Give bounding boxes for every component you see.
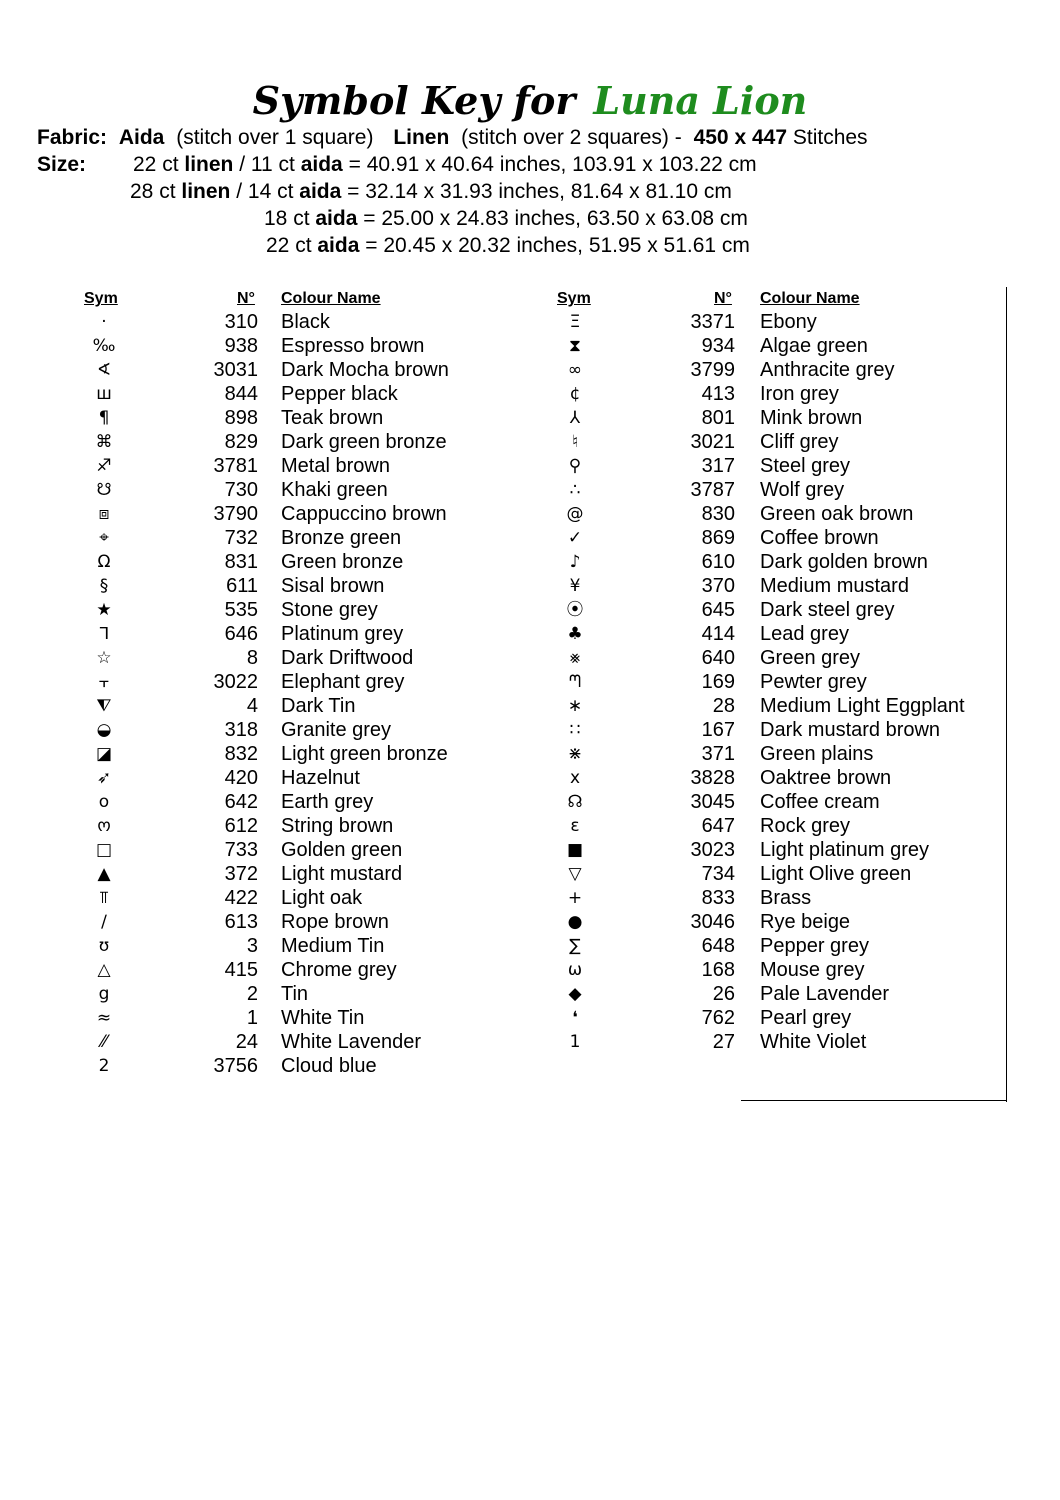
size-line bbox=[133, 153, 757, 177]
colour-name: Steel grey bbox=[760, 455, 851, 477]
colour-name: Khaki green bbox=[281, 479, 388, 501]
colour-name: Pewter grey bbox=[760, 671, 867, 693]
symbol-glyph: ♐ bbox=[96, 456, 112, 476]
symbol-glyph: ⧗ bbox=[569, 336, 581, 356]
size-count-alt: / 11 ct bbox=[239, 153, 295, 176]
size-fabric: aida bbox=[315, 207, 358, 230]
symbol-glyph: ∕ bbox=[101, 912, 107, 932]
colour-name: Stone grey bbox=[281, 599, 378, 621]
floss-number: 832 bbox=[224, 743, 258, 765]
floss-number: 3799 bbox=[690, 359, 735, 381]
size-dimensions: = 40.91 x 40.64 inches, 103.91 x 103.22 cm bbox=[348, 153, 757, 176]
size-line bbox=[130, 180, 732, 204]
colour-name: Light mustard bbox=[281, 863, 403, 885]
symbol-glyph: ⋇ bbox=[567, 744, 583, 764]
floss-number: 28 bbox=[712, 695, 735, 717]
colour-name: White Tin bbox=[281, 1007, 365, 1029]
colour-name: Brass bbox=[760, 887, 812, 909]
colour-name: Rope brown bbox=[281, 911, 389, 933]
right-num-header: N° bbox=[714, 290, 732, 307]
floss-number: 648 bbox=[701, 935, 735, 957]
symbol-glyph: ¥ bbox=[569, 576, 581, 596]
floss-number: 869 bbox=[701, 527, 735, 549]
symbol-glyph: o bbox=[98, 792, 110, 812]
symbol-glyph: ♪ bbox=[569, 552, 581, 572]
fabric-linen-note: (stitch over 2 squares) - bbox=[461, 126, 682, 149]
colour-name: Cappuccino brown bbox=[281, 503, 447, 525]
floss-number: 3787 bbox=[690, 479, 735, 501]
symbol-glyph: + bbox=[567, 888, 583, 908]
floss-number: 167 bbox=[701, 719, 735, 741]
floss-number: 372 bbox=[224, 863, 258, 885]
symbol-glyph: ∑ bbox=[569, 936, 581, 956]
fabric-aida: Aida bbox=[118, 126, 165, 149]
symbol-glyph: ❛ bbox=[572, 1008, 578, 1028]
page-title bbox=[0, 78, 1060, 123]
floss-number: 733 bbox=[224, 839, 258, 861]
colour-name: Pepper grey bbox=[760, 935, 869, 957]
symbol-glyph: ⌘ bbox=[95, 432, 113, 452]
symbol-glyph: ‰ bbox=[92, 336, 116, 356]
colour-name: Coffee cream bbox=[760, 791, 880, 813]
floss-number: 317 bbox=[701, 455, 735, 477]
symbol-glyph: g bbox=[98, 984, 110, 1004]
colour-name: Platinum grey bbox=[281, 623, 404, 645]
colour-name: Ebony bbox=[760, 311, 817, 333]
floss-number: 646 bbox=[224, 623, 258, 645]
floss-number: 934 bbox=[701, 335, 735, 357]
symbol-glyph: ■ bbox=[566, 840, 584, 860]
floss-number: 26 bbox=[712, 983, 735, 1005]
colour-name: Cloud blue bbox=[281, 1055, 377, 1077]
symbol-glyph: ⁄⁄ bbox=[101, 1032, 107, 1052]
symbol-glyph: ᘉ bbox=[568, 672, 582, 692]
symbol-glyph: ∗ bbox=[567, 696, 583, 716]
colour-name: Granite grey bbox=[281, 719, 392, 741]
floss-number: 833 bbox=[701, 887, 735, 909]
symbol-glyph: ➶ bbox=[96, 768, 112, 788]
colour-name: Hazelnut bbox=[281, 767, 360, 789]
floss-number: 830 bbox=[701, 503, 735, 525]
floss-number: 535 bbox=[224, 599, 258, 621]
symbol-glyph: ▽ bbox=[568, 864, 582, 884]
floss-number: 8 bbox=[246, 647, 258, 669]
symbol-glyph: ● bbox=[567, 912, 583, 932]
floss-number: 829 bbox=[224, 431, 258, 453]
floss-number: 3022 bbox=[213, 671, 258, 693]
symbol-glyph: ε bbox=[570, 816, 580, 836]
right-name-header: Colour Name bbox=[760, 290, 860, 307]
symbol-glyph: ◆ bbox=[568, 984, 582, 1004]
symbol-glyph: ∢ bbox=[96, 360, 112, 380]
symbol-glyph: ω bbox=[567, 960, 583, 980]
colour-name: Pearl grey bbox=[760, 1007, 852, 1029]
floss-number: 642 bbox=[224, 791, 258, 813]
colour-name: Light green bronze bbox=[281, 743, 448, 765]
colour-name: Pale Lavender bbox=[760, 983, 889, 1005]
symbol-glyph: @ bbox=[566, 504, 584, 524]
colour-name: White Violet bbox=[760, 1031, 867, 1053]
bottom-border-line bbox=[741, 1100, 1007, 1101]
colour-name: Dark Mocha brown bbox=[281, 359, 449, 381]
symbol-glyph: ☋ bbox=[96, 480, 112, 500]
floss-number: 762 bbox=[701, 1007, 735, 1029]
floss-number: 371 bbox=[701, 743, 735, 765]
fabric-label: Fabric: bbox=[37, 126, 108, 149]
colour-name: Mink brown bbox=[760, 407, 863, 429]
symbol-glyph: 1 bbox=[569, 1032, 581, 1052]
colour-name: Green grey bbox=[760, 647, 861, 669]
colour-name: String brown bbox=[281, 815, 394, 837]
floss-number: 611 bbox=[226, 575, 258, 597]
colour-name: Metal brown bbox=[281, 455, 390, 477]
floss-number: 415 bbox=[224, 959, 258, 981]
symbol-glyph: ш bbox=[96, 384, 112, 404]
symbol-glyph: ⚲ bbox=[568, 456, 582, 476]
floss-number: 831 bbox=[224, 551, 258, 573]
pattern-name: Luna Lion bbox=[593, 78, 808, 123]
colour-name: Pepper black bbox=[281, 383, 398, 405]
symbol-glyph: ¶ bbox=[98, 408, 110, 428]
symbol-glyph: ∴ bbox=[569, 480, 581, 500]
size-fabric-alt: aida bbox=[300, 153, 343, 176]
floss-number: 24 bbox=[235, 1031, 258, 1053]
colour-name: Dark steel grey bbox=[760, 599, 895, 621]
symbol-glyph: ★ bbox=[96, 600, 112, 620]
size-dimensions: = 25.00 x 24.83 inches, 63.50 x 63.08 cm bbox=[363, 207, 748, 230]
floss-number: 2 bbox=[246, 983, 258, 1005]
floss-number: 3371 bbox=[690, 311, 735, 333]
colour-name: Light oak bbox=[281, 887, 363, 909]
symbol-glyph: ⫪ bbox=[99, 888, 109, 908]
symbol-glyph: 2 bbox=[98, 1056, 110, 1076]
floss-number: 801 bbox=[701, 407, 735, 429]
floss-number: 370 bbox=[701, 575, 735, 597]
colour-name: Lead grey bbox=[760, 623, 849, 645]
symbol-glyph: ⅄ bbox=[569, 408, 581, 428]
symbol-glyph: x bbox=[569, 768, 581, 788]
floss-number: 413 bbox=[701, 383, 735, 405]
symbol-glyph: ◒ bbox=[96, 720, 112, 740]
symbol-glyph: ♣ bbox=[567, 624, 583, 644]
size-count: 28 ct bbox=[130, 180, 176, 203]
symbol-glyph: · bbox=[101, 312, 107, 332]
floss-number: 844 bbox=[224, 383, 258, 405]
size-fabric: aida bbox=[317, 234, 360, 257]
symbol-glyph: △ bbox=[97, 960, 111, 980]
symbol-glyph: ო bbox=[97, 816, 111, 836]
floss-number: 3021 bbox=[690, 431, 735, 453]
size-count: 18 ct bbox=[264, 207, 310, 230]
colour-name: Espresso brown bbox=[281, 335, 425, 357]
floss-number: 732 bbox=[224, 527, 258, 549]
size-line bbox=[266, 234, 750, 258]
size-count: 22 ct bbox=[133, 153, 179, 176]
size-count: 22 ct bbox=[266, 234, 312, 257]
floss-number: 898 bbox=[224, 407, 258, 429]
size-dimensions: = 32.14 x 31.93 inches, 81.64 x 81.10 cm bbox=[347, 180, 732, 203]
right-border-line bbox=[1006, 287, 1007, 1102]
symbol-glyph: ⧈ bbox=[98, 504, 110, 524]
floss-number: 3756 bbox=[213, 1055, 258, 1077]
colour-name: Golden green bbox=[281, 839, 403, 861]
symbol-glyph: ᒣ bbox=[98, 624, 110, 644]
colour-name: Dark mustard brown bbox=[760, 719, 941, 741]
colour-name: Algae green bbox=[760, 335, 868, 357]
symbol-glyph: Ξ bbox=[569, 312, 581, 332]
symbol-glyph: ☊ bbox=[567, 792, 583, 812]
left-sym-header: Sym bbox=[84, 290, 118, 307]
colour-name: Sisal brown bbox=[281, 575, 385, 597]
fabric-linen: Linen bbox=[393, 126, 450, 149]
floss-number: 938 bbox=[224, 335, 258, 357]
floss-number: 3023 bbox=[690, 839, 735, 861]
colour-name: Anthracite grey bbox=[760, 359, 895, 381]
colour-name: Light Olive green bbox=[760, 863, 912, 885]
floss-number: 640 bbox=[701, 647, 735, 669]
symbol-glyph: ⫟ bbox=[98, 672, 110, 692]
size-count-alt: / 14 ct bbox=[236, 180, 294, 203]
colour-name: Teak brown bbox=[281, 407, 384, 429]
floss-number: 612 bbox=[224, 815, 258, 837]
symbol-glyph: ⌖ bbox=[99, 528, 109, 548]
symbol-glyph: ¢ bbox=[569, 384, 581, 404]
left-num-header: N° bbox=[237, 290, 255, 307]
symbol-glyph: Ω bbox=[97, 552, 111, 572]
floss-number: 169 bbox=[701, 671, 735, 693]
colour-name: Chrome grey bbox=[281, 959, 397, 981]
colour-name: Rye beige bbox=[760, 911, 851, 933]
floss-number: 645 bbox=[701, 599, 735, 621]
floss-number: 168 bbox=[701, 959, 735, 981]
symbol-glyph: ▲ bbox=[97, 864, 111, 884]
symbol-glyph: ◪ bbox=[95, 744, 113, 764]
colour-name: Coffee brown bbox=[760, 527, 879, 549]
colour-name: Dark golden brown bbox=[760, 551, 928, 573]
size-label: Size: bbox=[37, 153, 87, 176]
colour-name: Bronze green bbox=[281, 527, 402, 549]
symbol-glyph: ☆ bbox=[96, 648, 112, 668]
colour-name: Light platinum grey bbox=[760, 839, 929, 861]
title-prefix: Symbol Key for bbox=[252, 78, 576, 123]
colour-name: Mouse grey bbox=[760, 959, 865, 981]
floss-number: 420 bbox=[224, 767, 258, 789]
colour-name: Iron grey bbox=[760, 383, 839, 405]
floss-number: 3828 bbox=[690, 767, 735, 789]
colour-name: Dark green bronze bbox=[281, 431, 447, 453]
floss-number: 3046 bbox=[690, 911, 735, 933]
fabric-line bbox=[37, 126, 868, 150]
left-name-header: Colour Name bbox=[281, 290, 381, 307]
symbol-glyph: ∞ bbox=[567, 360, 583, 380]
colour-name: Wolf grey bbox=[760, 479, 845, 501]
floss-number: 3 bbox=[246, 935, 258, 957]
colour-name: Medium mustard bbox=[760, 575, 909, 597]
size-dimensions: = 20.45 x 20.32 inches, 51.95 x 51.61 cm bbox=[365, 234, 750, 257]
symbol-glyph: ⨳ bbox=[569, 648, 581, 668]
colour-name: White Lavender bbox=[281, 1031, 422, 1053]
symbol-glyph: ♮ bbox=[571, 432, 579, 452]
floss-number: 613 bbox=[224, 911, 258, 933]
symbol-glyph: ʊ bbox=[98, 936, 110, 956]
colour-name: Dark Tin bbox=[281, 695, 356, 717]
symbol-glyph: ∷ bbox=[569, 720, 581, 740]
right-sym-header: Sym bbox=[557, 290, 591, 307]
colour-name: Green bronze bbox=[281, 551, 404, 573]
colour-name: Green plains bbox=[760, 743, 874, 765]
floss-number: 3790 bbox=[213, 503, 258, 525]
size-fabric-alt: aida bbox=[299, 180, 342, 203]
floss-number: 27 bbox=[712, 1031, 735, 1053]
colour-name: Dark Driftwood bbox=[281, 647, 414, 669]
colour-name: Green oak brown bbox=[760, 503, 914, 525]
colour-name: Medium Light Eggplant bbox=[760, 695, 965, 717]
floss-number: 734 bbox=[701, 863, 735, 885]
stitches-word: Stitches bbox=[792, 126, 868, 149]
colour-name: Earth grey bbox=[281, 791, 374, 813]
symbol-glyph: § bbox=[99, 576, 109, 596]
floss-number: 318 bbox=[224, 719, 258, 741]
stitch-count: 450 x 447 bbox=[693, 126, 788, 149]
floss-number: 3031 bbox=[213, 359, 258, 381]
floss-number: 610 bbox=[701, 551, 735, 573]
colour-name: Oaktree brown bbox=[760, 767, 892, 789]
size-fabric: linen bbox=[181, 180, 231, 203]
floss-number: 3045 bbox=[690, 791, 735, 813]
colour-name: Elephant grey bbox=[281, 671, 405, 693]
colour-name: Tin bbox=[281, 983, 309, 1005]
colour-name: Medium Tin bbox=[281, 935, 385, 957]
floss-number: 647 bbox=[701, 815, 735, 837]
floss-number: 3781 bbox=[213, 455, 258, 477]
fabric-aida-note: (stitch over 1 square) bbox=[176, 126, 374, 149]
floss-number: 730 bbox=[224, 479, 258, 501]
floss-number: 310 bbox=[224, 311, 258, 333]
symbol-glyph: ✓ bbox=[567, 528, 583, 548]
colour-name: Cliff grey bbox=[760, 431, 839, 453]
symbol-glyph: □ bbox=[95, 840, 113, 860]
floss-number: 414 bbox=[701, 623, 735, 645]
symbol-glyph: ⧨ bbox=[96, 696, 112, 716]
floss-number: 1 bbox=[246, 1007, 258, 1029]
size-fabric: linen bbox=[184, 153, 234, 176]
colour-name: Black bbox=[281, 311, 330, 333]
floss-number: 422 bbox=[224, 887, 258, 909]
size-line bbox=[264, 207, 748, 231]
symbol-glyph: ⦿ bbox=[566, 600, 584, 620]
symbol-glyph: ≈ bbox=[96, 1008, 112, 1028]
colour-name: Rock grey bbox=[760, 815, 851, 837]
floss-number: 4 bbox=[246, 695, 258, 717]
